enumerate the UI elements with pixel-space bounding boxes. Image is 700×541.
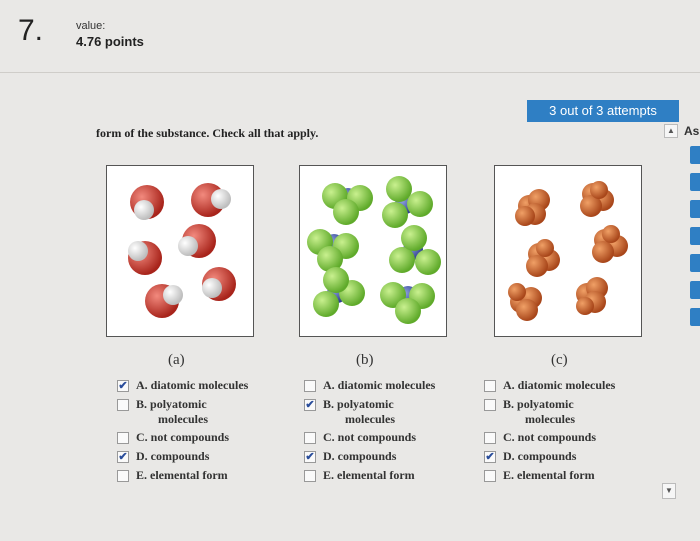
question-number: 7. <box>18 14 44 47</box>
atom-cluster <box>515 189 550 226</box>
option-text: diatomic molecules <box>337 378 436 392</box>
option-b[interactable] <box>484 397 615 427</box>
option-d[interactable] <box>484 449 615 464</box>
option-text: polyatomic <box>337 397 394 411</box>
option-letter: B. <box>323 397 335 411</box>
option-letter: A. <box>323 378 335 392</box>
option-checkbox[interactable] <box>484 380 496 392</box>
option-label <box>503 397 615 412</box>
chevron-down-icon: ▼ <box>665 486 673 495</box>
option-a[interactable] <box>304 378 435 393</box>
scroll-down-button[interactable] <box>662 483 676 499</box>
points-value: 4.76 points <box>76 34 144 49</box>
atom-cluster <box>508 283 542 321</box>
option-checkbox[interactable] <box>484 451 496 463</box>
side-bar[interactable] <box>690 254 700 272</box>
option-checkbox[interactable] <box>117 399 129 411</box>
option-text: compounds <box>517 449 577 463</box>
molecule-image-c <box>494 165 642 337</box>
value-label: value: <box>76 20 106 32</box>
option-letter: C. <box>323 430 335 444</box>
scroll-up-button[interactable] <box>664 124 678 138</box>
option-d[interactable] <box>117 449 248 464</box>
option-text: not compounds <box>517 430 597 444</box>
molecule-image-a <box>106 165 254 337</box>
option-text: elemental form <box>517 468 595 482</box>
nf3-molecules-illustration <box>300 166 448 338</box>
option-label <box>136 468 248 483</box>
atom-cluster <box>592 225 628 263</box>
option-checkbox[interactable] <box>304 451 316 463</box>
option-text: elemental form <box>337 468 415 482</box>
option-label <box>323 430 435 445</box>
option-text-continued: molecules <box>525 412 575 426</box>
options-b <box>304 378 435 487</box>
option-text: elemental form <box>150 468 228 482</box>
options-a <box>117 378 248 487</box>
option-text-continued: molecules <box>345 412 395 426</box>
options-c <box>484 378 615 487</box>
atom-cluster <box>526 239 560 277</box>
option-c[interactable] <box>304 430 435 445</box>
nf3-molecule <box>382 176 433 228</box>
nf3-molecule <box>322 183 373 225</box>
option-label <box>323 449 435 464</box>
water-molecule <box>128 241 162 275</box>
option-checkbox[interactable] <box>117 451 129 463</box>
option-checkbox[interactable] <box>304 432 316 444</box>
option-label <box>136 430 248 445</box>
option-c[interactable] <box>117 430 248 445</box>
nf3-molecule <box>307 229 359 272</box>
option-label <box>323 397 435 412</box>
option-c[interactable] <box>484 430 615 445</box>
option-e[interactable] <box>117 468 248 483</box>
side-bar[interactable] <box>690 308 700 326</box>
option-letter: C. <box>136 430 148 444</box>
option-label <box>323 468 435 483</box>
option-checkbox[interactable] <box>484 470 496 482</box>
option-label <box>136 449 248 464</box>
side-bar[interactable] <box>690 200 700 218</box>
checkmark-icon: ✔ <box>118 451 128 463</box>
option-a[interactable] <box>117 378 248 393</box>
chevron-up-icon: ▲ <box>667 126 675 135</box>
checkmark-icon: ✔ <box>305 399 315 411</box>
side-progress-bars[interactable] <box>690 146 700 335</box>
option-letter: E. <box>503 468 515 482</box>
option-text: not compounds <box>337 430 417 444</box>
panel-label-b: (b) <box>356 352 374 368</box>
option-checkbox[interactable] <box>117 380 129 392</box>
side-bar[interactable] <box>690 227 700 245</box>
option-text: polyatomic <box>150 397 207 411</box>
option-letter: A. <box>136 378 148 392</box>
side-bar[interactable] <box>690 173 700 191</box>
atom-cluster <box>576 277 608 315</box>
option-checkbox[interactable] <box>117 470 129 482</box>
checkmark-icon: ✔ <box>118 380 128 392</box>
option-checkbox[interactable] <box>484 432 496 444</box>
attempts-badge: 3 out of 3 attempts <box>527 100 679 122</box>
atom-cluster <box>580 181 614 217</box>
nf3-molecule <box>389 225 441 275</box>
option-label <box>503 449 615 464</box>
option-label <box>503 430 615 445</box>
side-bar[interactable] <box>690 146 700 164</box>
atom-clusters-illustration <box>495 166 643 338</box>
option-text: polyatomic <box>517 397 574 411</box>
side-bar[interactable] <box>690 281 700 299</box>
option-text: compounds <box>150 449 210 463</box>
option-label <box>136 378 248 393</box>
option-letter: C. <box>503 430 515 444</box>
molecule-image-b <box>299 165 447 337</box>
option-e[interactable] <box>484 468 615 483</box>
checkmark-icon: ✔ <box>485 451 495 463</box>
option-b[interactable] <box>117 397 248 427</box>
water-molecule <box>191 183 231 217</box>
option-text: diatomic molecules <box>150 378 249 392</box>
water-molecules-illustration <box>107 166 255 338</box>
option-text-continued: molecules <box>158 412 208 426</box>
water-molecule <box>202 267 236 301</box>
option-letter: B. <box>136 397 148 411</box>
option-d[interactable] <box>304 449 435 464</box>
checkmark-icon: ✔ <box>305 451 315 463</box>
divider <box>0 72 700 73</box>
water-molecule <box>178 224 216 258</box>
nf3-molecule <box>380 282 435 324</box>
option-letter: E. <box>136 468 148 482</box>
option-checkbox[interactable] <box>304 399 316 411</box>
option-label <box>323 378 435 393</box>
option-checkbox[interactable] <box>304 470 316 482</box>
option-label <box>136 397 248 412</box>
option-letter: D. <box>323 449 335 463</box>
option-text: compounds <box>337 449 397 463</box>
question-prompt: form of the substance. Check all that apply. <box>96 126 319 140</box>
option-letter: D. <box>136 449 148 463</box>
panel-label-c: (c) <box>551 352 568 368</box>
option-letter: A. <box>503 378 515 392</box>
option-b[interactable] <box>304 397 435 427</box>
option-label <box>503 468 615 483</box>
water-molecule <box>130 185 164 220</box>
option-checkbox[interactable] <box>117 432 129 444</box>
option-label <box>503 378 615 393</box>
panel-label-a: (a) <box>168 352 185 368</box>
option-letter: D. <box>503 449 515 463</box>
option-a[interactable] <box>484 378 615 393</box>
option-text: not compounds <box>150 430 230 444</box>
nf3-molecule <box>313 267 365 317</box>
option-text: diatomic molecules <box>517 378 616 392</box>
option-checkbox[interactable] <box>484 399 496 411</box>
option-letter: B. <box>503 397 515 411</box>
side-tab-label[interactable]: As <box>684 124 700 138</box>
option-e[interactable] <box>304 468 435 483</box>
option-letter: E. <box>323 468 335 482</box>
water-molecule <box>145 284 183 318</box>
option-checkbox[interactable] <box>304 380 316 392</box>
